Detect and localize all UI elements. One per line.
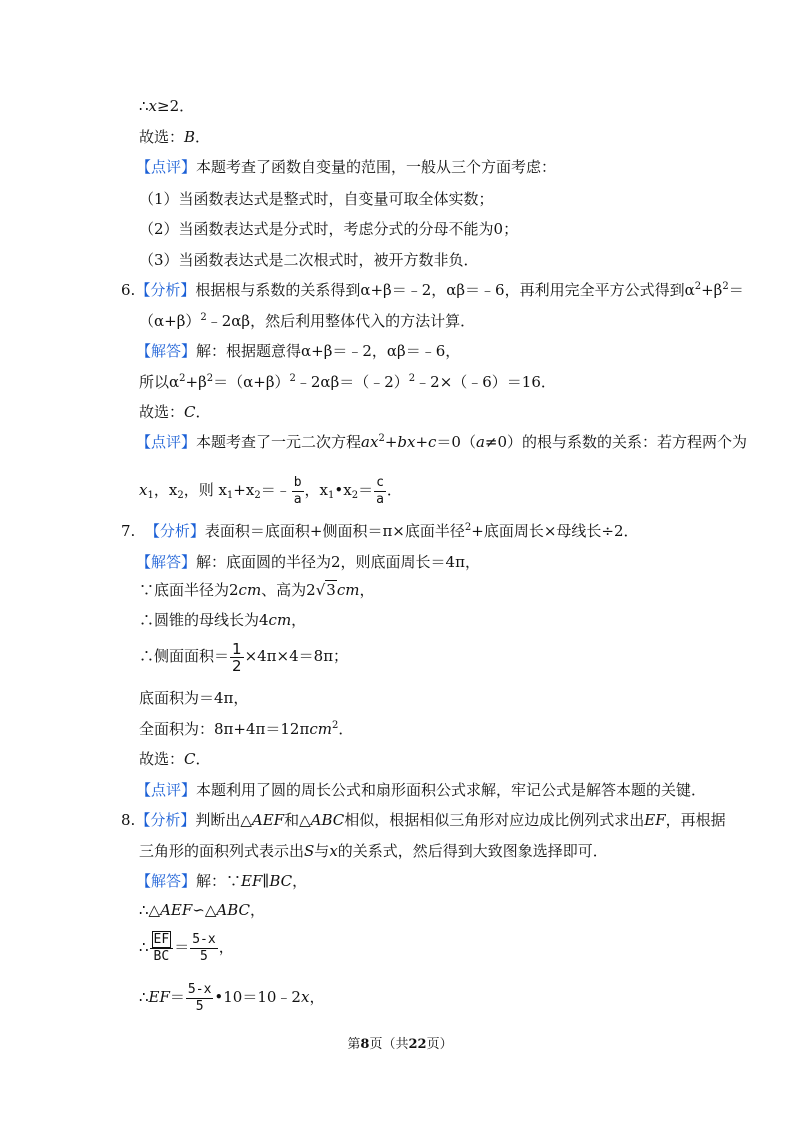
text-line bbox=[139, 580, 374, 600]
solution-tag: 【解答】 bbox=[136, 872, 197, 890]
text: （1）当函数表达式是整式时，自变量可取全体实数； bbox=[139, 190, 494, 208]
superscript: 2 bbox=[694, 281, 702, 292]
radicand: 3 bbox=[326, 581, 336, 599]
superscript: 2 bbox=[378, 433, 385, 444]
text: ． bbox=[338, 720, 354, 738]
text-line bbox=[139, 900, 265, 920]
text: 、高为2 bbox=[261, 581, 316, 599]
math: ax bbox=[361, 433, 379, 451]
text-line bbox=[139, 219, 518, 239]
text: （3）当函数表达式是二次根式时，被开方数非负． bbox=[139, 251, 479, 269]
var-x: x bbox=[148, 97, 158, 115]
text: ， bbox=[359, 581, 375, 599]
solution-tag: 【解答】 bbox=[136, 553, 197, 571]
total-pages: 22 bbox=[408, 1037, 427, 1052]
text: 解：根据题意得α+β＝﹣2，αβ＝﹣6， bbox=[196, 342, 461, 360]
text-line bbox=[139, 841, 608, 861]
subscript: 2 bbox=[254, 490, 261, 501]
solution-tag: 【解答】 bbox=[136, 342, 197, 360]
text: ， bbox=[218, 938, 234, 956]
math: S bbox=[304, 842, 315, 860]
text: ＝ bbox=[169, 988, 185, 1006]
text: ， bbox=[292, 872, 308, 890]
fraction-5-minus-x-over-5 bbox=[190, 932, 217, 965]
fraction-5-minus-x-over-5 bbox=[186, 982, 213, 1015]
text: ． bbox=[386, 481, 402, 499]
text: 和△ bbox=[284, 811, 311, 829]
text: ≥2． bbox=[157, 97, 195, 115]
text: +x bbox=[233, 481, 255, 499]
math: EF bbox=[148, 988, 170, 1006]
text: 故选： bbox=[139, 128, 185, 146]
superscript: 2 bbox=[408, 373, 416, 384]
unit: cm bbox=[309, 720, 332, 738]
question-7-comment bbox=[136, 780, 706, 800]
text: 故选： bbox=[139, 750, 185, 768]
text-line bbox=[139, 719, 353, 739]
denominator: 5 bbox=[200, 948, 208, 964]
text: ， bbox=[309, 988, 325, 1006]
text: •10＝10﹣2 bbox=[214, 988, 301, 1006]
text-line bbox=[139, 250, 479, 270]
fraction-one-half bbox=[230, 641, 244, 674]
text-line bbox=[139, 688, 248, 708]
question-number: 6. bbox=[121, 281, 136, 299]
math: x bbox=[329, 842, 338, 860]
fraction-b-over-a bbox=[292, 475, 304, 508]
text-line bbox=[139, 127, 210, 147]
math: ABC bbox=[216, 901, 251, 919]
denominator: a bbox=[376, 491, 384, 507]
numerator: 5-x bbox=[187, 981, 212, 997]
comment-line bbox=[136, 157, 556, 177]
question-8-solution bbox=[136, 871, 307, 891]
text: ， bbox=[250, 901, 266, 919]
analysis-tag: 【分析】 bbox=[135, 811, 196, 829]
numerator-text: EF bbox=[153, 931, 170, 947]
text: ＝（α+β） bbox=[213, 373, 290, 391]
text: 判断出△ bbox=[195, 811, 252, 829]
text: 解：底面圆的半径为2，则底面周长＝4π， bbox=[196, 553, 480, 571]
text: 根据根与系数的关系得到α+β＝﹣2，αβ＝﹣6，再利用完全平方公式得到α bbox=[195, 281, 695, 299]
text: （2）当函数表达式是分式时，考虑分式的分母不能为0； bbox=[139, 220, 519, 238]
numerator: 1 bbox=[232, 639, 242, 658]
superscript: 2 bbox=[200, 312, 207, 323]
answer: C bbox=[184, 403, 196, 421]
page-footer bbox=[0, 1033, 800, 1052]
numerator bbox=[150, 932, 174, 949]
text: 底面积为＝4π， bbox=[139, 689, 249, 707]
question-number: 8. bbox=[121, 811, 136, 829]
text: （α+β） bbox=[139, 312, 201, 330]
text-line bbox=[139, 311, 475, 331]
numerator: b bbox=[293, 474, 302, 490]
math: AEF bbox=[160, 901, 193, 919]
answer: B bbox=[184, 128, 196, 146]
sqrt-symbol: √3 bbox=[315, 581, 336, 599]
text: 解：∵ bbox=[196, 872, 242, 890]
footer-text: 第 bbox=[347, 1037, 361, 1052]
text: +β bbox=[185, 373, 207, 391]
therefore-symbol: ∴ bbox=[139, 97, 149, 115]
text: ，再根据 bbox=[665, 811, 726, 829]
text-line bbox=[139, 189, 494, 209]
comment-tag: 【点评】 bbox=[136, 781, 197, 799]
text: 故选： bbox=[139, 403, 185, 421]
question-6-analysis bbox=[121, 280, 744, 300]
ratio-line bbox=[139, 927, 234, 967]
text-line bbox=[139, 96, 194, 116]
text: ，则 x bbox=[183, 481, 227, 499]
subscript: 2 bbox=[351, 490, 359, 501]
question-7-analysis bbox=[121, 521, 639, 541]
denominator: a bbox=[293, 491, 302, 507]
denominator: BC bbox=[153, 948, 170, 964]
text: 本题考查了函数自变量的范围，一般从三个方面考虑： bbox=[196, 158, 557, 176]
text: ﹣2×（﹣6）＝16． bbox=[415, 373, 556, 391]
superscript: 2 bbox=[464, 522, 472, 533]
text: ∴ bbox=[139, 938, 149, 956]
text: 三角形的面积列式表示出 bbox=[139, 842, 305, 860]
text: 相似，根据相似三角形对应边成比例列式求出 bbox=[344, 811, 645, 829]
text: 与 bbox=[314, 842, 330, 860]
text-line bbox=[139, 638, 348, 674]
denominator: 2 bbox=[232, 656, 242, 675]
question-number: 7. bbox=[121, 522, 136, 540]
comment-tag: 【点评】 bbox=[136, 158, 197, 176]
superscript: 2 bbox=[722, 281, 729, 292]
superscript: 2 bbox=[206, 373, 214, 384]
footer-text: 页（共 bbox=[369, 1037, 409, 1052]
math: x bbox=[300, 988, 310, 1006]
analysis-tag: 【分析】 bbox=[135, 281, 196, 299]
text: ＝0（ bbox=[436, 433, 476, 451]
text: ＝﹣ bbox=[260, 481, 291, 499]
text-line bbox=[139, 610, 306, 630]
text: ∴ bbox=[139, 988, 149, 1006]
text-line bbox=[139, 372, 556, 392]
text-line bbox=[139, 402, 211, 422]
numerator: 5-x bbox=[192, 931, 216, 947]
subscript: 1 bbox=[226, 490, 234, 501]
text: 本题考查了一元二次方程 bbox=[196, 433, 362, 451]
fraction-c-over-a bbox=[374, 475, 386, 508]
text: 的关系式，然后得到大致图象选择即可． bbox=[337, 842, 608, 860]
comment-tag: 【点评】 bbox=[136, 433, 197, 451]
unit: cm bbox=[268, 611, 292, 629]
text: •x bbox=[334, 481, 352, 499]
answer: C bbox=[184, 750, 196, 768]
text: ，x bbox=[304, 481, 329, 499]
unit: cm bbox=[336, 581, 360, 599]
math: AEF bbox=[251, 811, 285, 829]
text-line bbox=[139, 749, 211, 769]
denominator: 5 bbox=[195, 998, 204, 1014]
text: ＝ bbox=[358, 481, 374, 499]
text: ×4π×4＝8π； bbox=[244, 647, 349, 665]
text: ， bbox=[291, 611, 307, 629]
text: 表面积＝底面积+侧面积＝π×底面半径 bbox=[204, 522, 465, 540]
text: +底面周长×母线长÷2． bbox=[471, 522, 639, 540]
superscript: 2 bbox=[289, 373, 296, 384]
math: EF∥BC bbox=[241, 872, 293, 890]
text: ＝ bbox=[174, 938, 190, 956]
ef-expression-line bbox=[139, 977, 324, 1017]
text: ． bbox=[195, 750, 211, 768]
page-number: 8 bbox=[360, 1037, 370, 1052]
text: ﹣2αβ＝（﹣2） bbox=[295, 373, 409, 391]
subscript: 1 bbox=[328, 490, 335, 501]
text: 全面积为：8π+4π＝12π bbox=[139, 720, 310, 738]
subscript: 1 bbox=[147, 490, 154, 501]
math: x bbox=[139, 481, 148, 499]
text: ＝ bbox=[728, 281, 744, 299]
text: ，x bbox=[153, 481, 178, 499]
math: a bbox=[475, 433, 485, 451]
text: ≠0）的根与系数的关系：若方程两个为 bbox=[484, 433, 748, 451]
question-6-solution bbox=[136, 341, 460, 361]
question-7-solution bbox=[136, 552, 480, 572]
text: ∴圆锥的母线长为4 bbox=[139, 611, 269, 629]
superscript: 2 bbox=[331, 720, 339, 731]
footer-text: 页） bbox=[426, 1037, 453, 1052]
math: ABC bbox=[310, 811, 345, 829]
text: ． bbox=[195, 128, 211, 146]
math: EF bbox=[644, 811, 666, 829]
analysis-tag: 【分析】 bbox=[144, 522, 205, 540]
unit: cm bbox=[238, 581, 262, 599]
text: ∽△ bbox=[192, 901, 217, 919]
text: ﹣2αβ，然后利用整体代入的方法计算． bbox=[206, 312, 476, 330]
numerator: c bbox=[376, 474, 384, 490]
question-6-comment bbox=[136, 432, 747, 452]
text: ． bbox=[195, 403, 211, 421]
text: +β bbox=[701, 281, 723, 299]
fraction-ef-over-bc bbox=[150, 932, 174, 965]
vieta-formula-line bbox=[139, 472, 402, 508]
text: ∴侧面面积＝ bbox=[139, 647, 230, 665]
subscript: 2 bbox=[177, 490, 184, 501]
text: 所以α bbox=[139, 373, 180, 391]
text: ∵底面半径为2 bbox=[139, 581, 239, 599]
text: ∴△ bbox=[139, 901, 161, 919]
math: +bx+c bbox=[384, 433, 437, 451]
question-8-analysis bbox=[121, 810, 726, 830]
superscript: 2 bbox=[179, 373, 186, 384]
text: 本题利用了圆的周长公式和扇形面积公式求解，牢记公式是解答本题的关键． bbox=[196, 781, 707, 799]
